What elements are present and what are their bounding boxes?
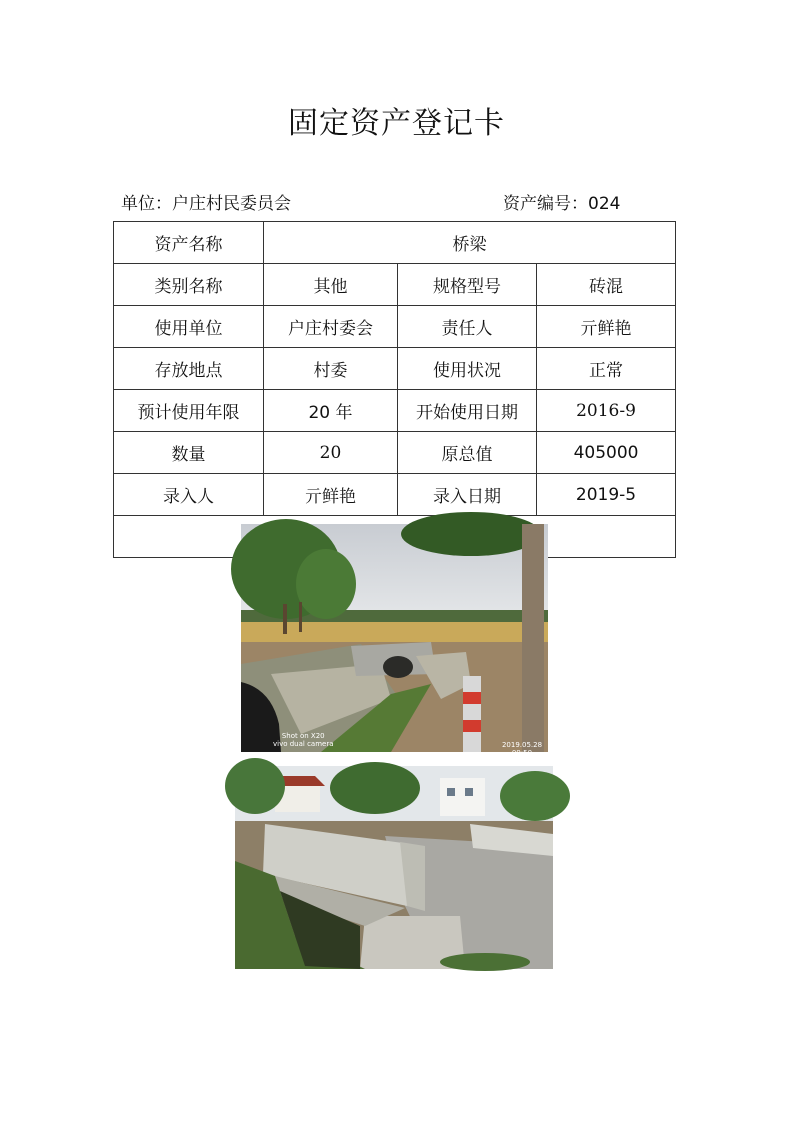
photo-row — [114, 516, 676, 558]
bridge-photo-1 — [241, 524, 548, 757]
asset-name-value: 桥梁 — [264, 222, 676, 264]
responsible-label: 责任人 — [398, 306, 537, 348]
user-unit-label: 使用单位 — [114, 306, 264, 348]
entry-date-value: 2019-5 — [537, 474, 676, 516]
table-row — [114, 222, 676, 264]
asset-name-label: 资产名称 — [114, 222, 264, 264]
status-label: 使用状况 — [398, 348, 537, 390]
category-value: 其他 — [264, 264, 398, 306]
bridge-photo-2 — [235, 766, 553, 969]
page-title: 固定资产登记卡 — [288, 106, 505, 141]
table-row — [114, 432, 676, 474]
unit-label: 单位：户庄村民委员会 — [121, 194, 291, 214]
table-row — [114, 390, 676, 432]
service-life-label: 预计使用年限 — [114, 390, 264, 432]
entry-date-label: 录入日期 — [398, 474, 537, 516]
quantity-value: 20 — [264, 432, 398, 474]
camera-watermark — [273, 732, 334, 748]
table-row — [114, 348, 676, 390]
entered-by-value: 亓鲜艳 — [264, 474, 398, 516]
photo-cell — [114, 516, 676, 757]
quantity-label: 数量 — [114, 432, 264, 474]
category-label: 类别名称 — [114, 264, 264, 306]
user-unit-value: 户庄村委会 — [264, 306, 398, 348]
spec-value: 砖混 — [537, 264, 676, 306]
start-date-label: 开始使用日期 — [398, 390, 537, 432]
table-row — [114, 306, 676, 348]
spec-label: 规格型号 — [398, 264, 537, 306]
start-date-value: 2016-9 — [537, 390, 676, 432]
original-value-label: 原总值 — [398, 432, 537, 474]
table-row — [114, 264, 676, 306]
photo-timestamp: 2019.05.28 09:50 — [501, 741, 543, 757]
asset-card-table — [113, 221, 676, 757]
entered-by-label: 录入人 — [114, 474, 264, 516]
location-value: 村委 — [264, 348, 398, 390]
asset-number: 资产编号：024 — [503, 194, 621, 214]
status-value: 正常 — [537, 348, 676, 390]
original-value-value: 405000 — [537, 432, 676, 474]
watermark-line-2: vivo dual camera — [273, 740, 334, 748]
location-label: 存放地点 — [114, 348, 264, 390]
watermark-line-1: Shot on X20 — [281, 732, 325, 740]
table-row — [114, 474, 676, 516]
responsible-value: 亓鲜艳 — [537, 306, 676, 348]
service-life-value: 20 年 — [264, 390, 398, 432]
